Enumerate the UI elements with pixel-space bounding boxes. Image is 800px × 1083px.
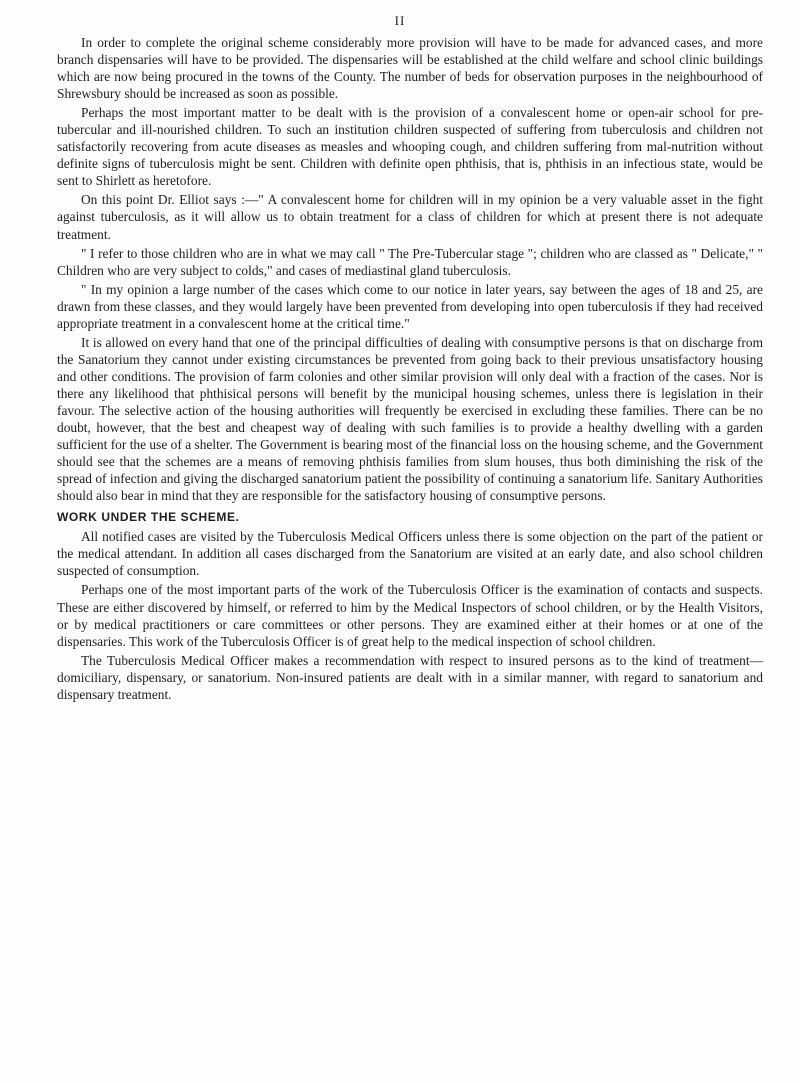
paragraph-notified-cases: All notified cases are visited by the Tuberculosis Medical Officers unless there is some objection on the part of the patient or the medical attendant. In addition all cases discharged from the Sanatorium are visited at an early date, and also school children suspected of consumption. xyxy=(57,529,763,579)
paragraph-dr-elliot-quote: On this point Dr. Elliot says :—" A convalescent home for children will in my opinion be a very valuable asset in the fight against tuberculosis, as it will allow us to obtain treatment for a class of children for which at present there is not adequate treatment. xyxy=(57,192,763,242)
paragraph-later-years: " In my opinion a large number of the cases which come to our notice in later years, say between the ages of 18 and 25, are drawn from these classes, and they would largely have been prevented from developing into open tuberculosis if they had received appropriate treatment in a convalescent home at the critical time." xyxy=(57,281,763,331)
body-text xyxy=(57,34,763,703)
page-number: II xyxy=(394,13,406,28)
section-heading: WORK UNDER THE SCHEME. xyxy=(57,510,240,525)
paragraph-contacts-suspects: Perhaps one of the most important parts of the work of the Tuberculosis Officer is the examination of contacts and suspects. These are either discovered by himself, or referred to him by the Medical Inspectors of school children, or by the Health Visitors, or by medical practitioners or care committees or other persons. They are examined either at their homes or at one of the dispensaries. This work of the Tuberculosis Officer is of great help to the medical inspection of school children. xyxy=(57,582,763,649)
paragraph-convalescent-home: Perhaps the most important matter to be dealt with is the provision of a convalescent home or open-air school for pre-tubercular and ill-nourished children. To such an institution children suspected of suffering from tuberculosis and children not satisfactorily recovering from acute diseases as measles and whooping cough, and children suffering from mal-nutrition without definite signs of tuberculosis might be sent. Children with definite open phthisis, that is, phthisis in an infectious state, would be sent to Shirlett as heretofore. xyxy=(57,105,763,189)
paragraph-pre-tubercular-stage: " I refer to those children who are in what we may call " The Pre-Tubercular stage "; children who are classed as " Delicate," " Children who are very subject to colds," and cases of mediastinal gland tuberculosis. xyxy=(57,245,763,278)
paragraph-further-provision: In order to complete the original scheme considerably more provision will have to be made for advanced cases, and more branch dispensaries will have to be provided. The dispensaries will be established at the child welfare and school clinic buildings which are now being procured in the towns of the County. The number of beds for observation purposes in the neighbourhood of Shrewsbury should be increased as soon as possible. xyxy=(57,35,763,102)
paragraph-housing: It is allowed on every hand that one of the principal difficulties of dealing with consumptive persons is that on discharge from the Sanatorium they cannot under existing circumstances be prevented from going back to their previous unsatisfactory housing and other conditions. The provision of farm colonies and other similar provision will only deal with a fraction of the cases. Nor is there any likelihood that phthisical persons will benefit by the municipal housing schemes, unless there is legislation in their favour. The selective action of the housing authorities will frequently be exercised in excluding these families. There can be no doubt, however, that the best and cheapest way of dealing with such families is to provide a healthy dwelling with a garden sufficient for the use of a shelter. The Government is bearing most of the financial loss on the housing scheme, and the Government should see that the schemes are a means of removing phthisis families from slum houses, thus both diminishing the risk of the spread of infection and giving the discharged sanatorium patient the possibility of continuing a sanatorium life. Sanitary Authorities should also bear in mind that they are responsible for the satisfactory housing of consumptive persons. xyxy=(57,334,763,504)
paragraph-recommendation: The Tuberculosis Medical Officer makes a recommendation with respect to insured persons as to the kind of treatment—domiciliary, dispensary, or sanatorium. Non-insured patients are dealt with in a similar manner, with regard to sanatorium and dispensary treatment. xyxy=(57,652,763,702)
